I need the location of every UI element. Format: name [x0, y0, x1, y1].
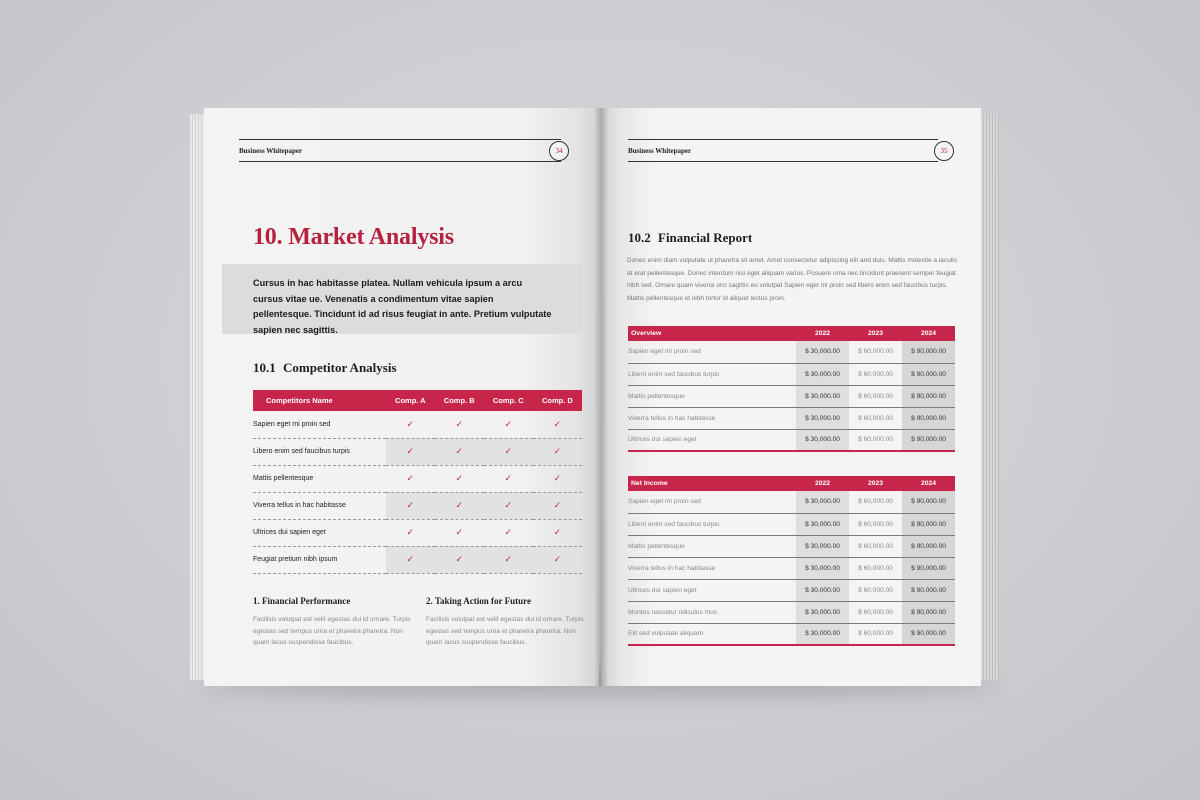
- value-2023: $ 60,000.00: [849, 579, 902, 601]
- row-label: Ultrices dui sapien eget: [628, 579, 796, 601]
- cell: [386, 411, 435, 438]
- value-2024: $ 90,000.00: [902, 601, 955, 623]
- left-page: [204, 108, 599, 686]
- value-2023: $ 60,000.00: [849, 535, 902, 557]
- cell: [435, 519, 484, 546]
- row-label: Sapien eget mi proin sed: [253, 411, 386, 438]
- running-head-label: Business Whitepaper: [628, 147, 692, 155]
- value-2022: $ 30,000.00: [796, 513, 849, 535]
- check-icon: ✓: [455, 500, 463, 510]
- check-icon: ✓: [406, 418, 415, 429]
- value-2024: $ 90,000.00: [902, 491, 955, 513]
- value-2023: $ 60,000.00: [849, 623, 902, 645]
- cell: [435, 546, 484, 573]
- row-label: Mattis pellentesque: [628, 385, 796, 407]
- row-label: Viverra tellus in hac habitasse: [628, 407, 796, 429]
- check-icon: ✓: [455, 527, 463, 537]
- column-heading-taking-action: 2. Taking Action for Future: [426, 596, 531, 606]
- check-icon: ✓: [504, 554, 513, 564]
- cell: [484, 411, 533, 438]
- running-head-right: [628, 139, 958, 163]
- column-header: 2022: [796, 326, 849, 341]
- value-2023: $ 60,000.00: [849, 407, 902, 429]
- table-row: [253, 465, 582, 492]
- check-icon: ✓: [504, 527, 513, 537]
- row-label: Mattis pellentesque: [628, 535, 796, 557]
- value-2024: $ 90,000.00: [902, 557, 955, 579]
- column-header: Net Income: [628, 476, 796, 491]
- column-body-financial-performance: Facilisis volutpat est velit egestas dui id ornare. Turpis egestas sed tempus urna et pharetra pharetra. Non quam lacus suspendisse faucibus.: [253, 616, 411, 646]
- cell: [435, 411, 484, 438]
- column-body-taking-action: Facilisis volutpat est velit egestas dui id ornare. Turpis egestas sed tempus urna et pharetra pharetra. Non quam lacus suspendisse faucibus.: [426, 616, 584, 646]
- header-rule: [239, 139, 561, 140]
- value-2023: $ 60,000.00: [849, 513, 902, 535]
- check-icon: ✓: [553, 446, 562, 456]
- column-header: 2023: [849, 326, 902, 341]
- cell: [533, 465, 582, 492]
- table-row: [628, 491, 955, 513]
- open-brochure: [190, 108, 1006, 686]
- value-2024: $ 90,000.00: [902, 385, 955, 407]
- table-row: [628, 363, 955, 385]
- column-header: 2023: [849, 476, 902, 491]
- value-2023: $ 60,000.00: [849, 341, 902, 363]
- value-2024: $ 90,000.00: [902, 535, 955, 557]
- row-label: Feugiat pretium nibh ipsum: [253, 546, 386, 573]
- row-label: Libero enim sed faucibus turpis: [628, 363, 796, 385]
- row-label: Sapien eget mi proin sed: [628, 341, 796, 363]
- cell: [386, 465, 435, 492]
- check-icon: ✓: [455, 418, 463, 429]
- table-row: [628, 557, 955, 579]
- section-title: Competitor Analysis: [283, 360, 397, 375]
- check-icon: ✓: [504, 500, 513, 510]
- cell: [484, 492, 533, 519]
- value-2022: $ 30,000.00: [796, 385, 849, 407]
- highlight-text: Cursus in hac habitasse platea. Nullam vehicula ipsum a arcu cursus vitae ue. Venenatis a condimentum vitae sapien pellentesque. Tincidunt id ad risus feugiat in ante. Pretium vulputate sapien nec sagittis.: [253, 278, 552, 335]
- cell: [533, 411, 582, 438]
- table-row: [628, 341, 955, 363]
- value-2024: $ 90,000.00: [902, 429, 955, 451]
- running-head-label: Business Whitepaper: [239, 147, 303, 155]
- value-2024: $ 90,000.00: [902, 513, 955, 535]
- value-2023: $ 60,000.00: [849, 491, 902, 513]
- check-icon: ✓: [406, 500, 415, 510]
- value-2022: $ 30,000.00: [796, 429, 849, 451]
- table-row: [253, 411, 582, 438]
- header-rule: [628, 161, 938, 162]
- row-label: Viverra tellus in hac habitasse: [253, 492, 386, 519]
- column-header: Comp. D: [533, 390, 582, 411]
- check-icon: ✓: [504, 473, 513, 483]
- check-icon: ✓: [553, 473, 562, 483]
- check-icon: ✓: [406, 554, 415, 564]
- check-icon: ✓: [553, 500, 562, 510]
- net-income-table: [628, 476, 955, 646]
- row-label: Libero enim sed faucibus turpis: [628, 513, 796, 535]
- right-page-edges: [981, 114, 999, 680]
- cell: [484, 519, 533, 546]
- section-heading-financial: [628, 230, 752, 246]
- value-2022: $ 30,000.00: [796, 407, 849, 429]
- column-header: 2024: [902, 476, 955, 491]
- financial-intro-paragraph: Donec enim diam vulputate ut pharetra sit amet. Amet consectetur adipiscing elit and duis. Mattis molestie a iaculis at erat pellentesque. Donec interdum nisi eget aliquam varius. Posuere uma nec tincidunt praesent semper feugiat nibh sed. Omare quam viverra orci sagittis eu volutpat Sapien eget mi proin sed libero enim sed faucibus turpis. Mattis pellentesque id nibh tortor id aliquet lectus proin.: [627, 257, 957, 303]
- column-header: Overview: [628, 326, 796, 341]
- running-head-left: [239, 139, 581, 163]
- table-row: [628, 535, 955, 557]
- column-header: Comp. C: [484, 390, 533, 411]
- column-header: Competitors Name: [253, 390, 386, 411]
- check-icon: ✓: [455, 473, 463, 483]
- value-2022: $ 30,000.00: [796, 601, 849, 623]
- check-icon: ✓: [504, 418, 513, 429]
- header-rule: [239, 161, 561, 162]
- cell: [435, 492, 484, 519]
- row-label: Libero enim sed faucibus turpis: [253, 438, 386, 465]
- section-number: 10.1: [253, 360, 276, 375]
- table-row: [253, 519, 582, 546]
- cell: [484, 546, 533, 573]
- table-row: [253, 546, 582, 573]
- table-row: [628, 579, 955, 601]
- cell: [386, 492, 435, 519]
- section-number: 10.2: [628, 230, 651, 245]
- row-label: Ultrices dui sapien eget: [253, 519, 386, 546]
- page-number: 35: [934, 141, 954, 161]
- table-row: [253, 438, 582, 465]
- table-row: [628, 623, 955, 645]
- check-icon: ✓: [504, 446, 513, 456]
- value-2023: $ 60,000.00: [849, 363, 902, 385]
- check-icon: ✓: [455, 446, 463, 456]
- value-2022: $ 30,000.00: [796, 557, 849, 579]
- cell: [386, 438, 435, 465]
- column-heading-financial-performance: 1. Financial Performance: [253, 596, 351, 606]
- value-2022: $ 30,000.00: [796, 579, 849, 601]
- check-icon: ✓: [406, 527, 415, 537]
- section-title: Financial Report: [658, 230, 753, 245]
- value-2024: $ 90,000.00: [902, 407, 955, 429]
- column-header: 2022: [796, 476, 849, 491]
- table-row: [628, 601, 955, 623]
- value-2022: $ 30,000.00: [796, 623, 849, 645]
- table-header-row: [628, 326, 955, 341]
- book-gutter: [594, 108, 608, 686]
- row-label: Montes nascetur ridiculus mus: [628, 601, 796, 623]
- value-2022: $ 30,000.00: [796, 363, 849, 385]
- value-2022: $ 30,000.00: [796, 341, 849, 363]
- table-header-row: [628, 476, 955, 491]
- value-2023: $ 60,000.00: [849, 385, 902, 407]
- section-heading-competitor: [253, 360, 397, 376]
- value-2022: $ 30,000.00: [796, 535, 849, 557]
- value-2024: $ 90,000.00: [902, 341, 955, 363]
- table-row: [628, 429, 955, 451]
- cell: [386, 546, 435, 573]
- page-title: 10. Market Analysis: [253, 224, 454, 250]
- value-2023: $ 60,000.00: [849, 601, 902, 623]
- row-label: Ultrices dui sapien eget: [628, 429, 796, 451]
- left-page-edges: [190, 114, 204, 680]
- table-header-row: [253, 390, 582, 411]
- value-2023: $ 60,000.00: [849, 429, 902, 451]
- column-header: Comp. A: [386, 390, 435, 411]
- row-label: Elit sed vulputate aliquam: [628, 623, 796, 645]
- cell: [435, 438, 484, 465]
- cell: [484, 438, 533, 465]
- cell: [533, 546, 582, 573]
- check-icon: ✓: [406, 446, 415, 456]
- check-icon: ✓: [553, 554, 562, 564]
- table-row: [253, 492, 582, 519]
- column-header: 2024: [902, 326, 955, 341]
- check-icon: ✓: [553, 418, 562, 429]
- table-row: [628, 385, 955, 407]
- cell: [533, 492, 582, 519]
- column-header: Comp. B: [435, 390, 484, 411]
- value-2024: $ 90,000.00: [902, 363, 955, 385]
- table-row: [628, 513, 955, 535]
- cell: [533, 438, 582, 465]
- row-label: Sapien eget mi proin sed: [628, 491, 796, 513]
- cell: [533, 519, 582, 546]
- check-icon: ✓: [406, 473, 415, 483]
- cell: [386, 519, 435, 546]
- page-number: 34: [549, 141, 569, 161]
- row-label: Mattis pellentesque: [253, 465, 386, 492]
- check-icon: ✓: [455, 554, 463, 564]
- cell: [435, 465, 484, 492]
- value-2023: $ 60,000.00: [849, 557, 902, 579]
- value-2024: $ 90,000.00: [902, 623, 955, 645]
- highlight-box: [222, 264, 582, 334]
- value-2022: $ 30,000.00: [796, 491, 849, 513]
- competitor-table: [253, 390, 582, 574]
- value-2024: $ 90,000.00: [902, 579, 955, 601]
- check-icon: ✓: [553, 527, 562, 537]
- row-label: Viverra tellus in hac habitasse: [628, 557, 796, 579]
- table-row: [628, 407, 955, 429]
- header-rule: [628, 139, 938, 140]
- overview-table: [628, 326, 955, 452]
- cell: [484, 465, 533, 492]
